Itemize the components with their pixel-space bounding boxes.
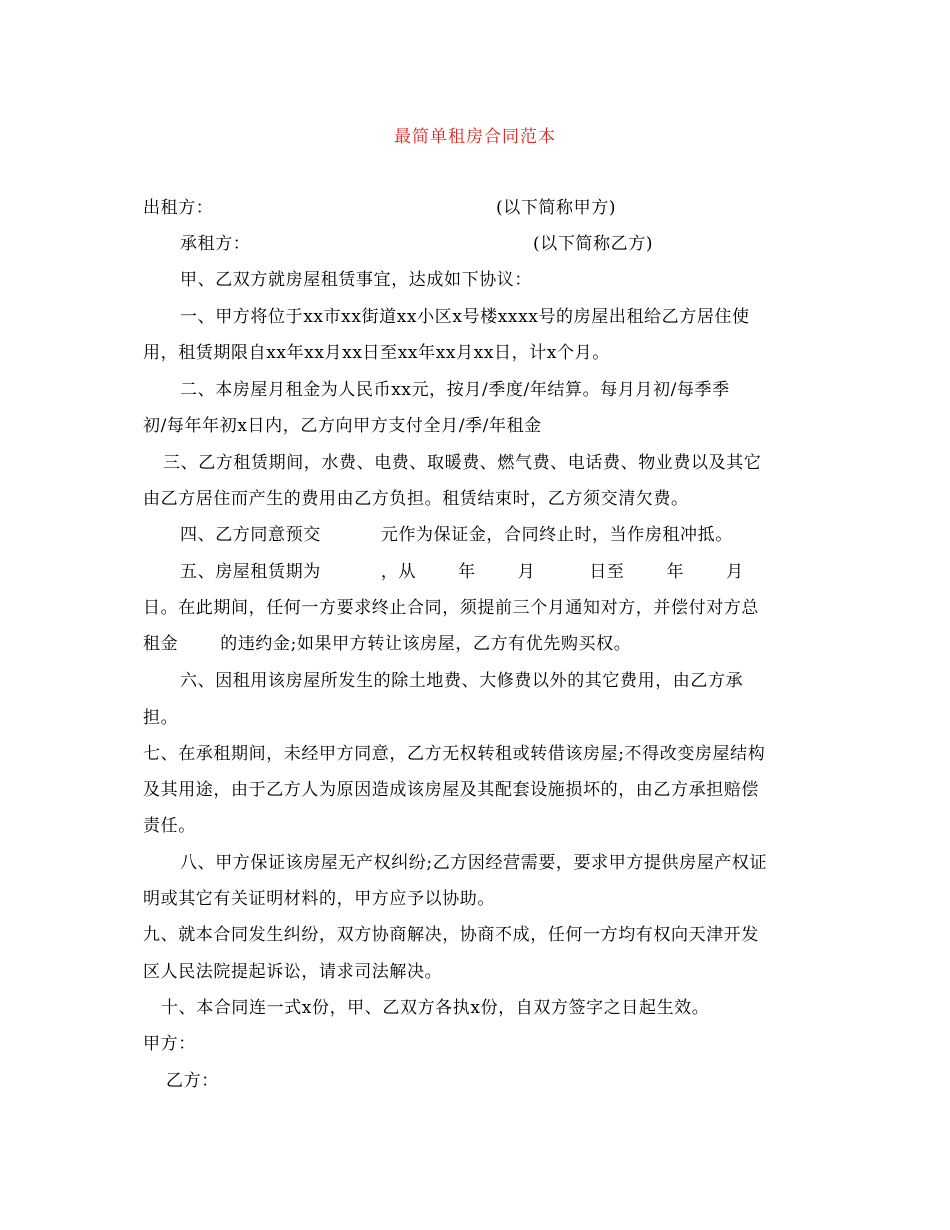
lessor-label: 出租方： [143, 198, 214, 218]
agreement-intro: 甲、乙双方就房屋租赁事宜，达成如下协议： [180, 270, 532, 290]
clause-1-line-2: 用，租赁期限自xx年xx月xx日至xx年xx月xx日，计x个月。 [143, 343, 610, 363]
party-b-signature: 乙方： [166, 1071, 219, 1091]
clause-7-line-2: 及其用途，由于乙方人为原因造成该房屋及其配套设施损坏的，由乙方承担赔偿 [143, 780, 759, 800]
lessor-abbrev: (以下简称甲方) [496, 198, 617, 218]
clause-2-line-1: 二、本房屋月租金为人民币xx元，按月/季度/年结算。每月月初/每季季 [180, 380, 730, 400]
clause-5-line-3: 租金 的违约金;如果甲方转让该房屋，乙方有优先购买权。 [143, 634, 632, 654]
clause-3-line-2: 由乙方居住而产生的费用由乙方负担。租赁结束时，乙方须交清欠费。 [143, 489, 689, 509]
clause-9-line-1: 九、就本合同发生纠纷，双方协商解决，协商不成，任何一方均有权向天津开发 [143, 925, 759, 945]
lessee-abbrev: (以下简称乙方) [533, 234, 654, 254]
clause-7-line-3: 责任。 [143, 816, 196, 836]
clause-7-line-1: 七、在承租期间，未经甲方同意，乙方无权转租或转借该房屋;不得改变房屋结构 [143, 744, 766, 764]
document-title: 最简单租房合同范本 [394, 127, 556, 147]
clause-5-line-2: 日。在此期间，任何一方要求终止合同，须提前三个月通知对方，并偿付对方总 [143, 598, 759, 618]
clause-10: 十、本合同连一式x份，甲、乙双方各执x份，自双方签字之日起生效。 [161, 998, 710, 1018]
clause-3-line-1: 三、乙方租赁期间，水费、电费、取暖费、燃气费、电话费、物业费以及其它 [163, 453, 762, 473]
clause-6-line-2: 担。 [143, 708, 179, 728]
clause-4: 四、乙方同意预交 元作为保证金，合同终止时，当作房租冲抵。 [180, 525, 733, 545]
lessee-label: 承租方： [180, 234, 251, 254]
party-a-signature: 甲方： [143, 1034, 196, 1054]
clause-6-line-1: 六、因租用该房屋所发生的除土地费、大修费以外的其它费用，由乙方承 [180, 671, 744, 691]
clause-8-line-1: 八、甲方保证该房屋无产权纠纷;乙方因经营需要，要求甲方提供房屋产权证 [180, 853, 768, 873]
clause-1-line-1: 一、甲方将位于xx市xx街道xx小区x号楼xxxx号的房屋出租给乙方居住使 [180, 307, 750, 327]
clause-2-line-2: 初/每年年初x日内，乙方向甲方支付全月/季/年租金 [143, 416, 542, 436]
clause-9-line-2: 区人民法院提起诉讼，请求司法解决。 [143, 962, 443, 982]
clause-5-line-1: 五、房屋租赁期为 ，从 年 月 日至 年 月 [180, 562, 744, 582]
clause-8-line-2: 明或其它有关证明材料的，甲方应予以协助。 [143, 889, 495, 909]
